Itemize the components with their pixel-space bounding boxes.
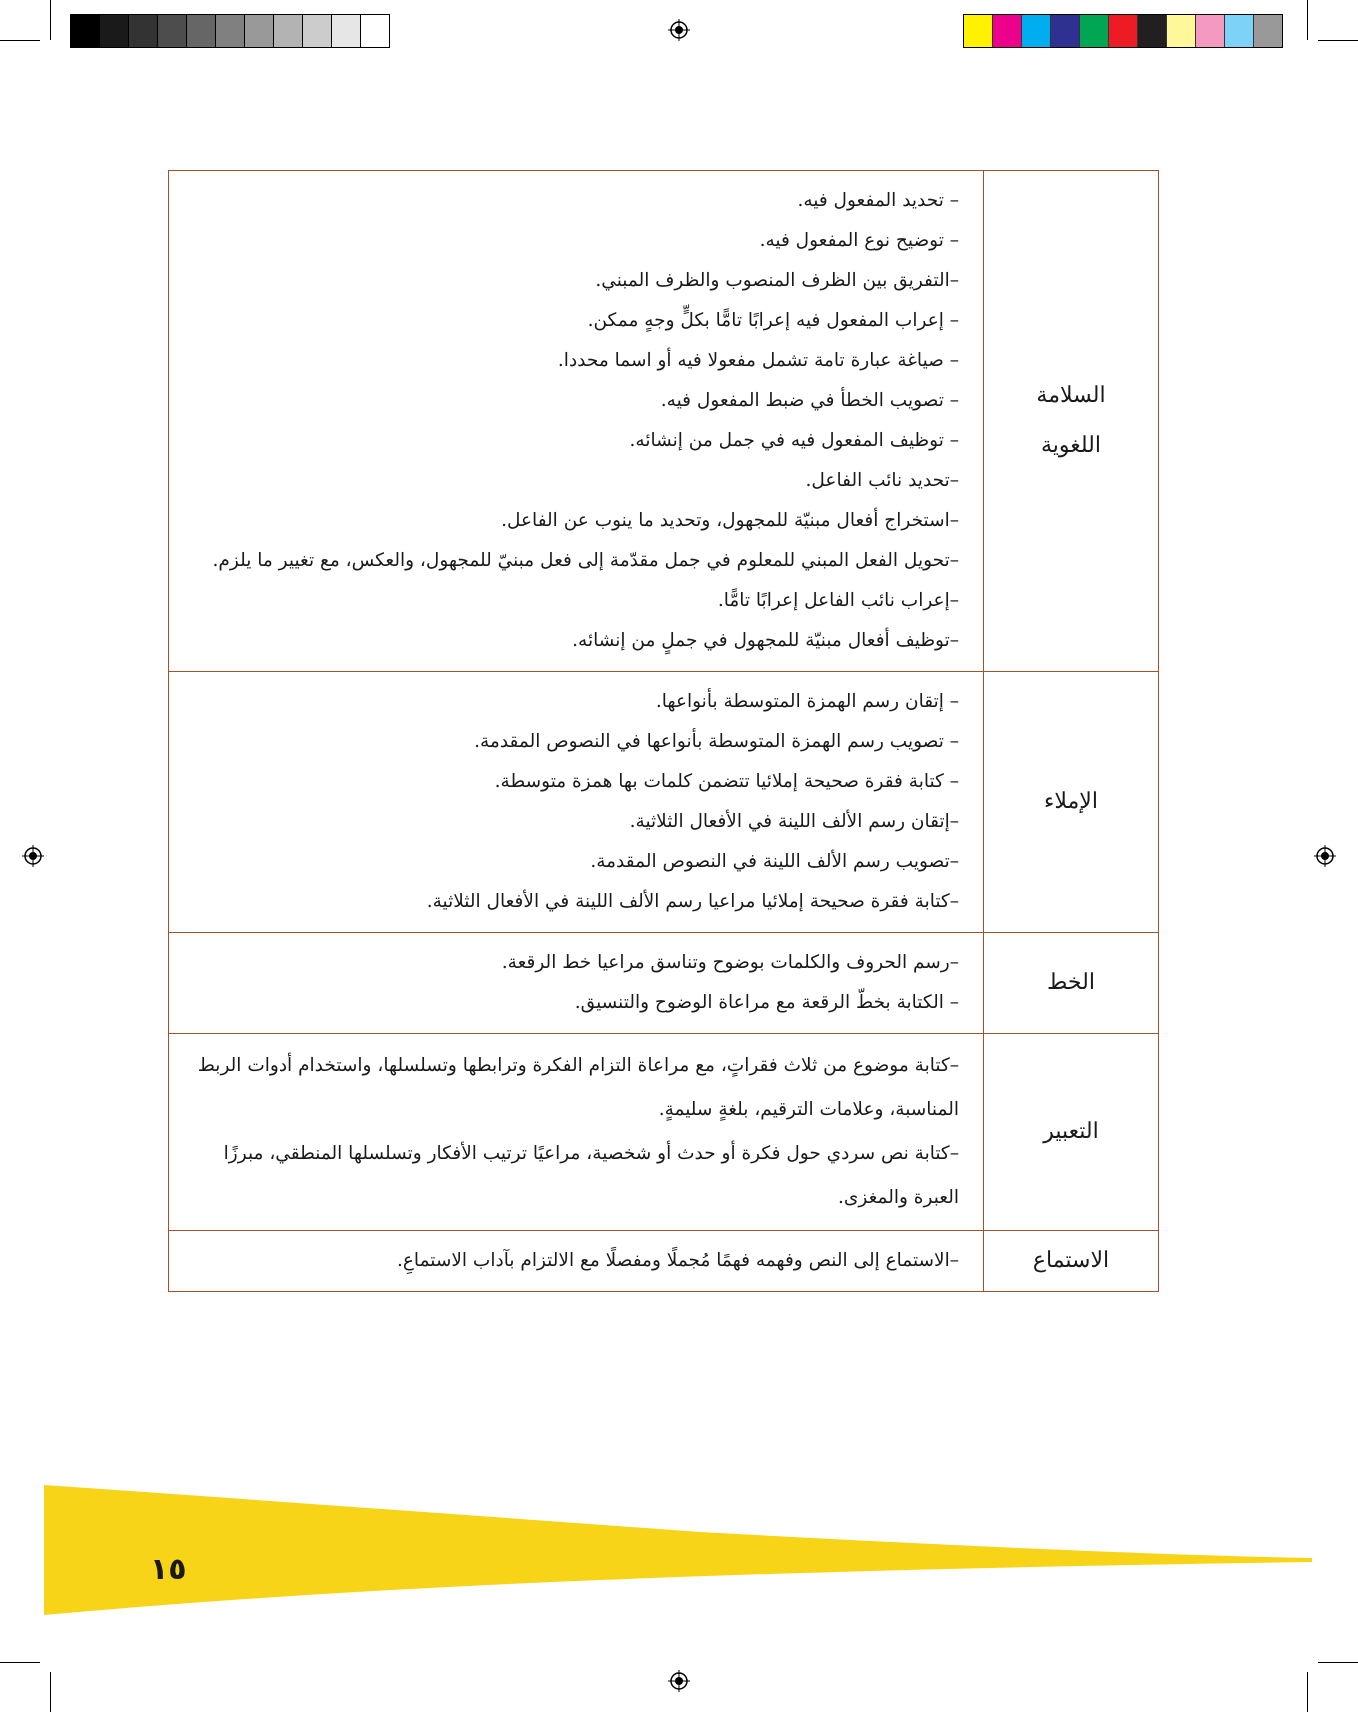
objective-item: –استخراج أفعال مبنيّة للمجهول، وتحديد ما ينوب عن الفاعل. — [501, 510, 959, 531]
registration-mark-icon — [668, 1670, 690, 1692]
calibration-swatch — [993, 15, 1022, 47]
category-label: السلامة — [1036, 383, 1106, 408]
color-calibration-bar — [963, 14, 1283, 48]
objective-item: – إعراب المفعول فيه إعرابًا تامًّا بكلٍّ وجهٍ ممكن. — [587, 310, 959, 331]
calibration-swatch — [216, 15, 245, 47]
objective-item: –كتابة نص سردي حول فكرة أو حدث أو شخصية، مراعيًا ترتيب الأفكار وتسلسلها المنطقي، مبرزًا العبرة والمغزى. — [223, 1143, 959, 1208]
category-cell — [984, 1034, 1159, 1231]
category-label: الاستماع — [1032, 1248, 1110, 1273]
crop-mark — [1318, 40, 1358, 41]
objectives-cell — [169, 933, 984, 1034]
grayscale-calibration-bar — [70, 14, 390, 48]
crop-mark — [0, 1662, 40, 1663]
calibration-swatch — [361, 15, 389, 47]
objective-item: –إعراب نائب الفاعل إعرابًا تامًّا. — [717, 590, 959, 611]
table-row — [169, 672, 1159, 933]
crop-mark — [50, 1672, 51, 1712]
calibration-swatch — [1225, 15, 1254, 47]
calibration-swatch — [274, 15, 303, 47]
calibration-swatch — [1022, 15, 1051, 47]
objectives-cell — [169, 171, 984, 672]
objective-item: –تصويب رسم الألف اللينة في النصوص المقدمة. — [590, 851, 959, 872]
category-label: الإملاء — [1044, 789, 1098, 814]
category-label: اللغوية — [1041, 433, 1101, 458]
registration-mark-icon — [668, 19, 690, 41]
category-cell — [984, 672, 1159, 933]
crop-mark — [1318, 1662, 1358, 1663]
objective-item: – تحديد المفعول فيه. — [797, 190, 959, 211]
table-row — [169, 1034, 1159, 1231]
objectives-table — [168, 170, 1159, 1292]
crop-mark — [50, 0, 51, 40]
crop-mark — [1307, 1672, 1308, 1712]
crop-mark — [0, 40, 40, 41]
objective-item: – تصويب الخطأ في ضبط المفعول فيه. — [660, 390, 959, 411]
objective-item: –رسم الحروف والكلمات بوضوح وتناسق مراعيا خط الرقعة. — [501, 952, 959, 973]
calibration-swatch — [1051, 15, 1080, 47]
objective-item: – إتقان رسم الهمزة المتوسطة بأنواعها. — [655, 691, 959, 712]
objective-item: –الاستماع إلى النص وفهمه فهمًا مُجملًا ومفصلًا مع الالتزام بآداب الاستماعِ. — [397, 1250, 959, 1271]
calibration-swatch — [129, 15, 158, 47]
objective-item: –إتقان رسم الألف اللينة في الأفعال الثلاثية. — [629, 811, 959, 832]
objective-item: – تصويب رسم الهمزة المتوسطة بأنواعها في النصوص المقدمة. — [474, 731, 959, 752]
crop-mark — [1307, 0, 1308, 40]
category-label: الخط — [1047, 970, 1095, 995]
calibration-swatch — [332, 15, 361, 47]
objective-item: –التفريق بين الظرف المنصوب والظرف المبني. — [595, 270, 959, 291]
calibration-swatch — [1167, 15, 1196, 47]
objectives-cell — [169, 1231, 984, 1292]
category-cell — [984, 171, 1159, 672]
objective-item: – صياغة عبارة تامة تشمل مفعولا فيه أو اسما محددا. — [557, 350, 959, 371]
footer-yellow-band — [0, 1480, 1358, 1620]
calibration-swatch — [964, 15, 993, 47]
objective-item: –توظيف أفعال مبنيّة للمجهول في جملٍ من إنشائه. — [572, 630, 959, 651]
table-row — [169, 171, 1159, 672]
category-cell — [984, 1231, 1159, 1292]
calibration-swatch — [1080, 15, 1109, 47]
calibration-swatch — [245, 15, 274, 47]
objectives-cell — [169, 1034, 984, 1231]
objective-item: – توضيح نوع المفعول فيه. — [759, 230, 959, 251]
table-row — [169, 933, 1159, 1034]
objectives-cell — [169, 672, 984, 933]
calibration-swatch — [1109, 15, 1138, 47]
calibration-swatch — [1254, 15, 1282, 47]
table-row — [169, 1231, 1159, 1292]
objective-item: –تحويل الفعل المبني للمعلوم في جمل مقدّمة إلى فعل مبنيّ للمجهول، والعكس، مع تغيير ما يلزم. — [212, 550, 959, 571]
calibration-swatch — [100, 15, 129, 47]
calibration-swatch — [1138, 15, 1167, 47]
objective-item: – توظيف المفعول فيه في جمل من إنشائه. — [629, 430, 959, 451]
objective-item: – كتابة فقرة صحيحة إملائيا تتضمن كلمات بها همزة متوسطة. — [494, 771, 959, 792]
registration-mark-icon — [22, 845, 44, 867]
category-cell — [984, 933, 1159, 1034]
objective-item: –كتابة موضوع من ثلاث فقراتٍ، مع مراعاة التزام الفكرة وترابطها وتسلسلها، واستخدام أدوات الربط المناسبة، وعلامات الترقيم، بلغةٍ سليمةٍ. — [197, 1055, 959, 1120]
objective-item: –تحديد نائب الفاعل. — [805, 470, 959, 491]
category-label: التعبير — [1043, 1119, 1099, 1144]
calibration-swatch — [303, 15, 332, 47]
calibration-swatch — [187, 15, 216, 47]
calibration-swatch — [158, 15, 187, 47]
objective-item: –كتابة فقرة صحيحة إملائيا مراعيا رسم الألف اللينة في الأفعال الثلاثية. — [426, 891, 959, 912]
registration-mark-icon — [1314, 845, 1336, 867]
calibration-swatch — [71, 15, 100, 47]
calibration-swatch — [1196, 15, 1225, 47]
objective-item: – الكتابة بخطّ الرقعة مع مراعاة الوضوح والتنسيق. — [574, 992, 959, 1013]
page-number: ١٥ — [150, 1552, 187, 1587]
